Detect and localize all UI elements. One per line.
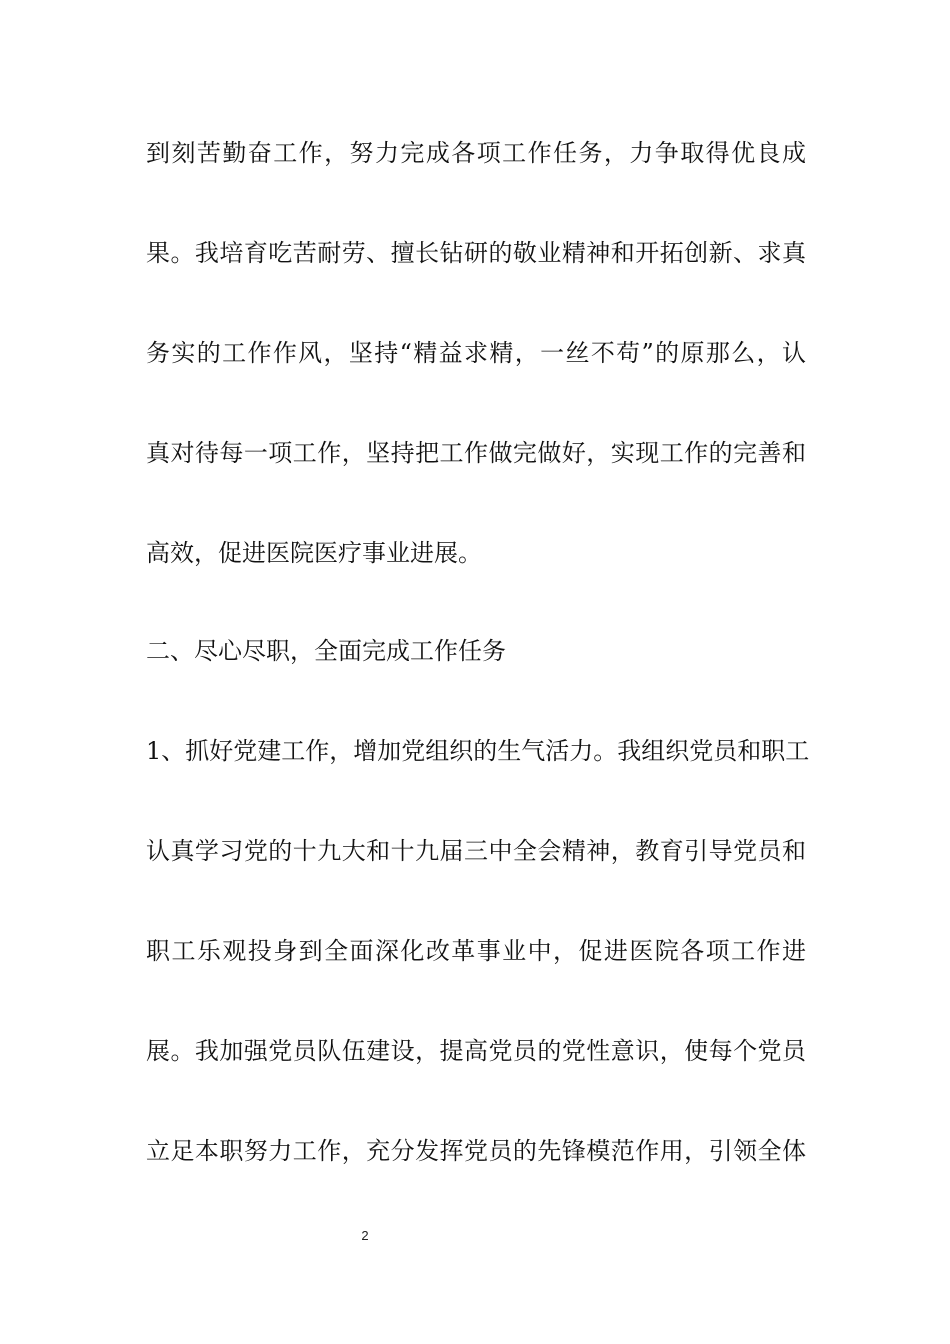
page-number: 2 — [361, 1228, 369, 1243]
body-text-line: 展。我加强党员队伍建设，提高党员的党性意识，使每个党员 — [146, 1037, 806, 1065]
body-text-line: 到刻苦勤奋工作，努力完成各项工作任务，力争取得优良成 — [146, 139, 806, 167]
body-text-line: 果。我培育吃苦耐劳、擅长钻研的敬业精神和开拓创新、求真 — [146, 239, 806, 267]
body-text-line: 职工乐观投身到全面深化改革事业中，促进医院各项工作进 — [146, 937, 806, 965]
body-text-line: 高效，促进医院医疗事业进展。 — [146, 539, 482, 567]
body-text-line: 务实的工作作风，坚持“精益求精，一丝不苟”的原那么，认 — [146, 339, 806, 367]
body-text-line: 真对待每一项工作，坚持把工作做完做好，实现工作的完善和 — [146, 439, 806, 467]
body-text-line: 立足本职努力工作，充分发挥党员的先锋模范作用，引领全体 — [146, 1137, 806, 1165]
body-text-line: 1、抓好党建工作，增加党组织的生气活力。我组织党员和职工 — [146, 737, 810, 765]
section-heading: 二、尽心尽职，全面完成工作任务 — [146, 637, 506, 665]
body-text-line: 认真学习党的十九大和十九届三中全会精神，教育引导党员和 — [146, 837, 806, 865]
